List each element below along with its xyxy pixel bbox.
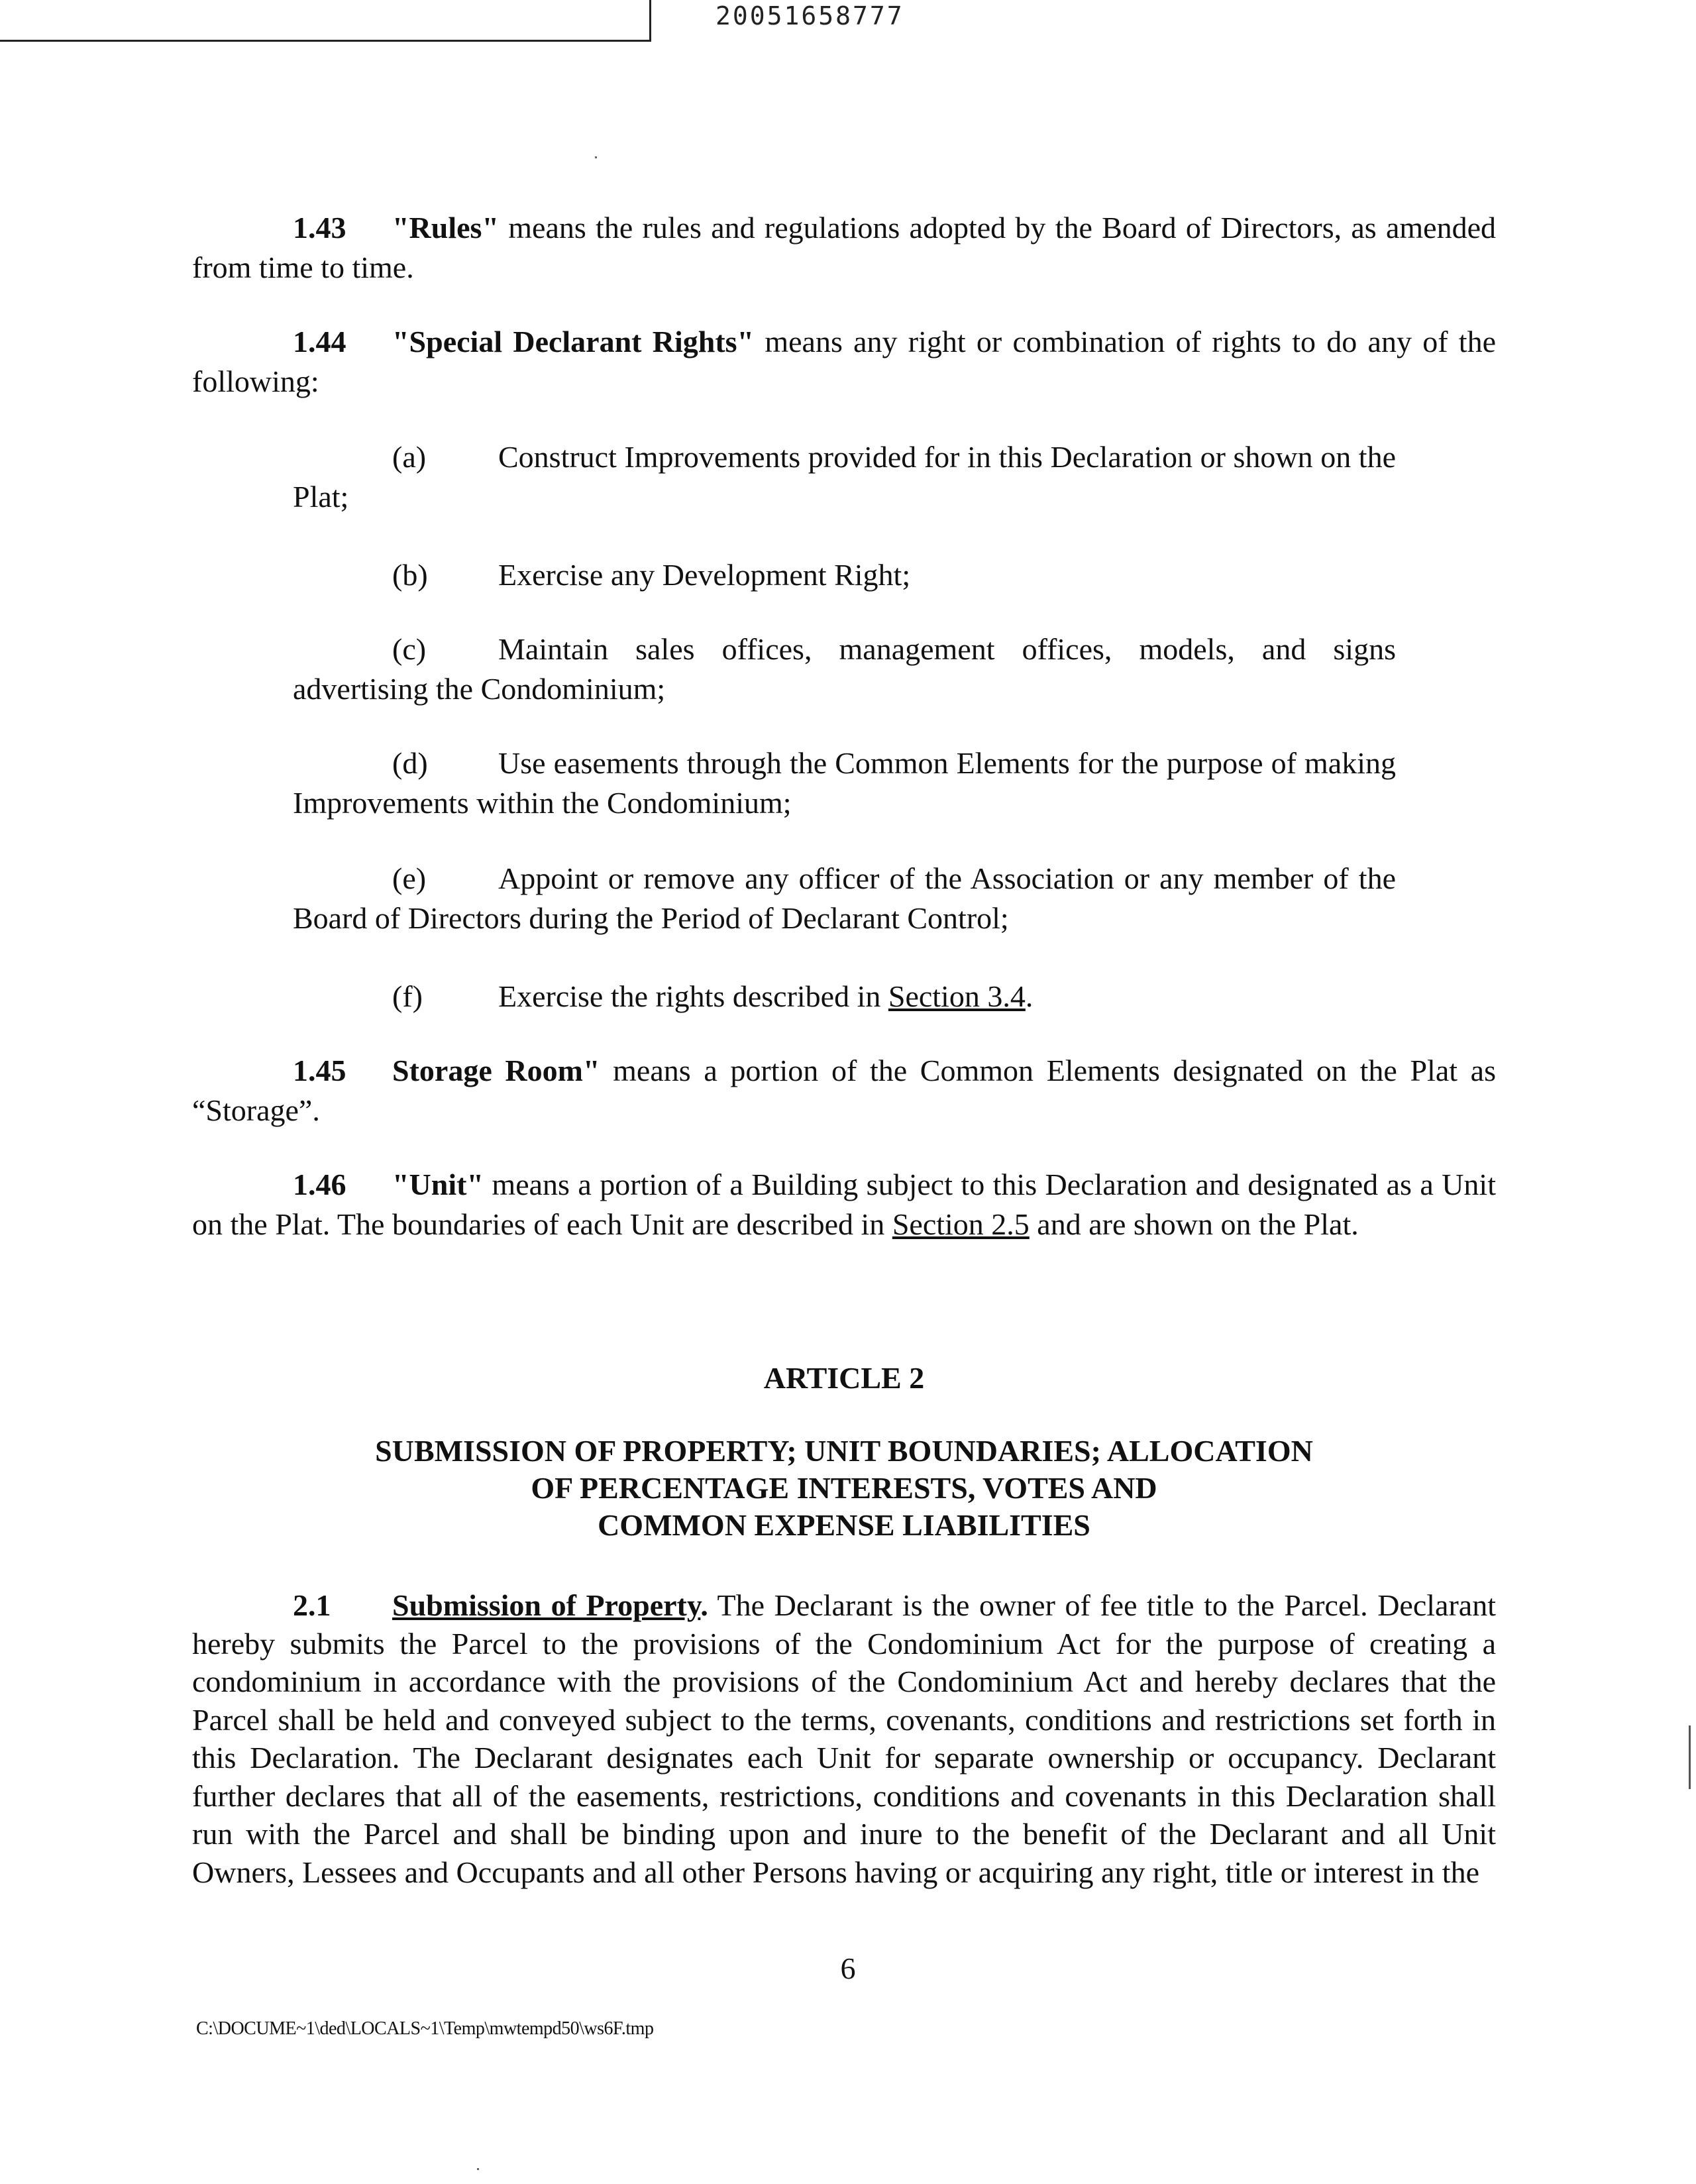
section-text: The Declarant is the owner of fee title to the Parcel. Declarant hereby submits the Parcel to the provisions of the Condominium Act for the purpose of creating a condominium in accordance with the provisions of the Condominium Act and hereby declares that the Parcel shall be held and conveyed subject to the terms, covenants, conditions and restrictions set forth in this Declaration. The Declarant designates each Unit for separate ownership or occupancy. Declarant further declares that all of the easements, restrictions, conditions and covenants in this Declaration shall run with the Parcel and shall be binding upon and inure to the benefit of the Declarant and all Unit Owners, Lessees and Occupants and all other Persons having or acquiring any right, title or interest in the [192,1588,1496,1889]
section-text-end: and are shown on the Plat. [1029,1207,1359,1241]
section-number: 2.1 [293,1588,331,1622]
article-subtitle-line: OF PERCENTAGE INTERESTS, VOTES AND [531,1471,1157,1505]
header-box [0,0,651,42]
list-item-a [293,437,1396,517]
section-number: 1.45 [293,1054,346,1087]
list-label: (d) [392,746,428,780]
list-label: (e) [392,861,427,895]
section-reference-link[interactable]: Section 3.4 [888,979,1026,1013]
section-2-1 [192,1586,1496,1891]
list-text: Maintain sales offices, management offices, models, and signs advertising the Condominium; [293,632,1396,706]
defined-term: "Rules" [392,211,499,245]
section-text: means a portion of the Common Elements designated on the Plat as “Storage”. [192,1054,1496,1127]
scan-speck [477,2168,479,2170]
list-text: Construct Improvements provided for in this Declaration or shown on the Plat; [293,440,1396,514]
list-item-b [293,555,1396,595]
defined-term: Storage Room" [392,1054,600,1087]
list-text-end: . [1025,979,1034,1013]
list-label: (b) [392,558,428,592]
scan-edge-mark [1689,1725,1691,1789]
heading-punctuation: . [700,1588,708,1622]
list-text: Appoint or remove any officer of the Association or any member of the Board of Directors during the Period of Declarant Control; [293,861,1396,935]
article-subtitle-line: COMMON EXPENSE LIABILITIES [598,1508,1090,1542]
scan-speck [595,156,597,158]
article-title: ARTICLE 2 [763,1361,925,1395]
section-reference-link[interactable]: Section 2.5 [892,1207,1030,1241]
section-number: 1.43 [293,211,346,245]
list-label: (c) [392,632,427,666]
list-item-d [293,743,1396,823]
list-item-c [293,629,1396,709]
page-number: 6 [840,1951,856,1985]
list-label: (a) [392,440,427,474]
defined-term: "Special Declarant Rights" [392,325,755,358]
document-number: 20051658777 [716,1,904,30]
section-1-44 [192,322,1496,402]
section-number: 1.46 [293,1168,346,1201]
list-label: (f) [392,979,423,1013]
section-text: means a portion of a Building subject to this Declaration and designated as a Unit on the Plat. The boundaries of each Unit are described in [192,1168,1496,1241]
list-item-e [293,859,1396,938]
section-heading: Submission of Property [392,1588,701,1622]
section-text: means the rules and regulations adopted by the Board of Directors, as amended from time to time. [192,211,1496,284]
list-text: Exercise the rights described in [498,979,888,1013]
file-path-footer: C:\DOCUME~1\ded\LOCALS~1\Temp\mwtempd50\ws6F.tmp [196,2018,654,2039]
defined-term: "Unit" [392,1168,484,1201]
list-item-f [293,977,1396,1016]
section-1-46 [192,1165,1496,1244]
section-number: 1.44 [293,325,346,358]
section-text: means any right or combination of rights to do any of the following: [192,325,1496,398]
section-1-45 [192,1051,1496,1130]
article-subtitle-line: SUBMISSION OF PROPERTY; UNIT BOUNDARIES; ALLOCATION [375,1434,1313,1468]
list-text: Exercise any Development Right; [498,558,911,592]
list-text: Use easements through the Common Elements for the purpose of making Improvements within the Condominium; [293,746,1396,820]
section-1-43 [192,208,1496,288]
